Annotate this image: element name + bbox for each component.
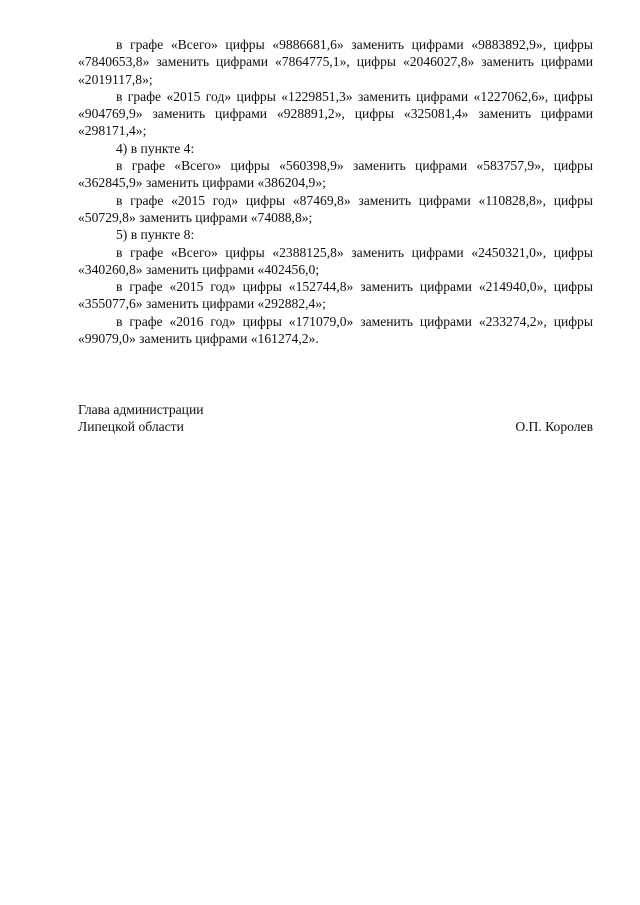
signatory-title-line1: Глава администрации [78, 402, 204, 417]
paragraph: в графе «2016 год» цифры «171079,0» заменить цифрами «233274,2», цифры «99079,0» заменить цифрами «161274,2». [78, 313, 593, 347]
signature-line [78, 418, 593, 435]
paragraph: в графе «2015 год» цифры «1229851,3» заменить цифрами «1227062,6», цифры «904769,9» заменить цифрами «928891,2», цифры «325081,4» заменить цифрами «298171,4»; [78, 88, 593, 139]
paragraph: 5) в пункте 8: [116, 227, 195, 243]
paragraph: в графе «Всего» цифры «9886681,6» заменить цифрами «9883892,9», цифры «7840653,8» заменить цифрами «7864775,1», цифры «2046027,8» заменить цифрами «2019117,8»; [78, 37, 593, 87]
paragraph: в графе «2015 год» цифры «152744,8» заменить цифрами «214940,0», цифры «355077,6» заменить цифрами «292882,4»; [78, 279, 593, 312]
signature-block [78, 401, 593, 436]
document-body [78, 36, 593, 347]
signatory-title-line2: Липецкой области [78, 419, 184, 435]
paragraph: 4) в пункте 4: [116, 140, 195, 156]
paragraph: в графе «Всего» цифры «2388125,8» заменить цифрами «2450321,0», цифры «340260,8» заменить цифрами «402456,0; [78, 244, 593, 277]
paragraph: в графе «Всего» цифры «560398,9» заменить цифрами «583757,9», цифры «362845,9» заменить цифрами «386204,9»; [78, 158, 593, 191]
signatory-name: О.П. Королев [515, 419, 593, 435]
paragraph: в графе «2015 год» цифры «87469,8» заменить цифрами «110828,8», цифры «50729,8» заменить цифрами «74088,8»; [78, 192, 593, 225]
